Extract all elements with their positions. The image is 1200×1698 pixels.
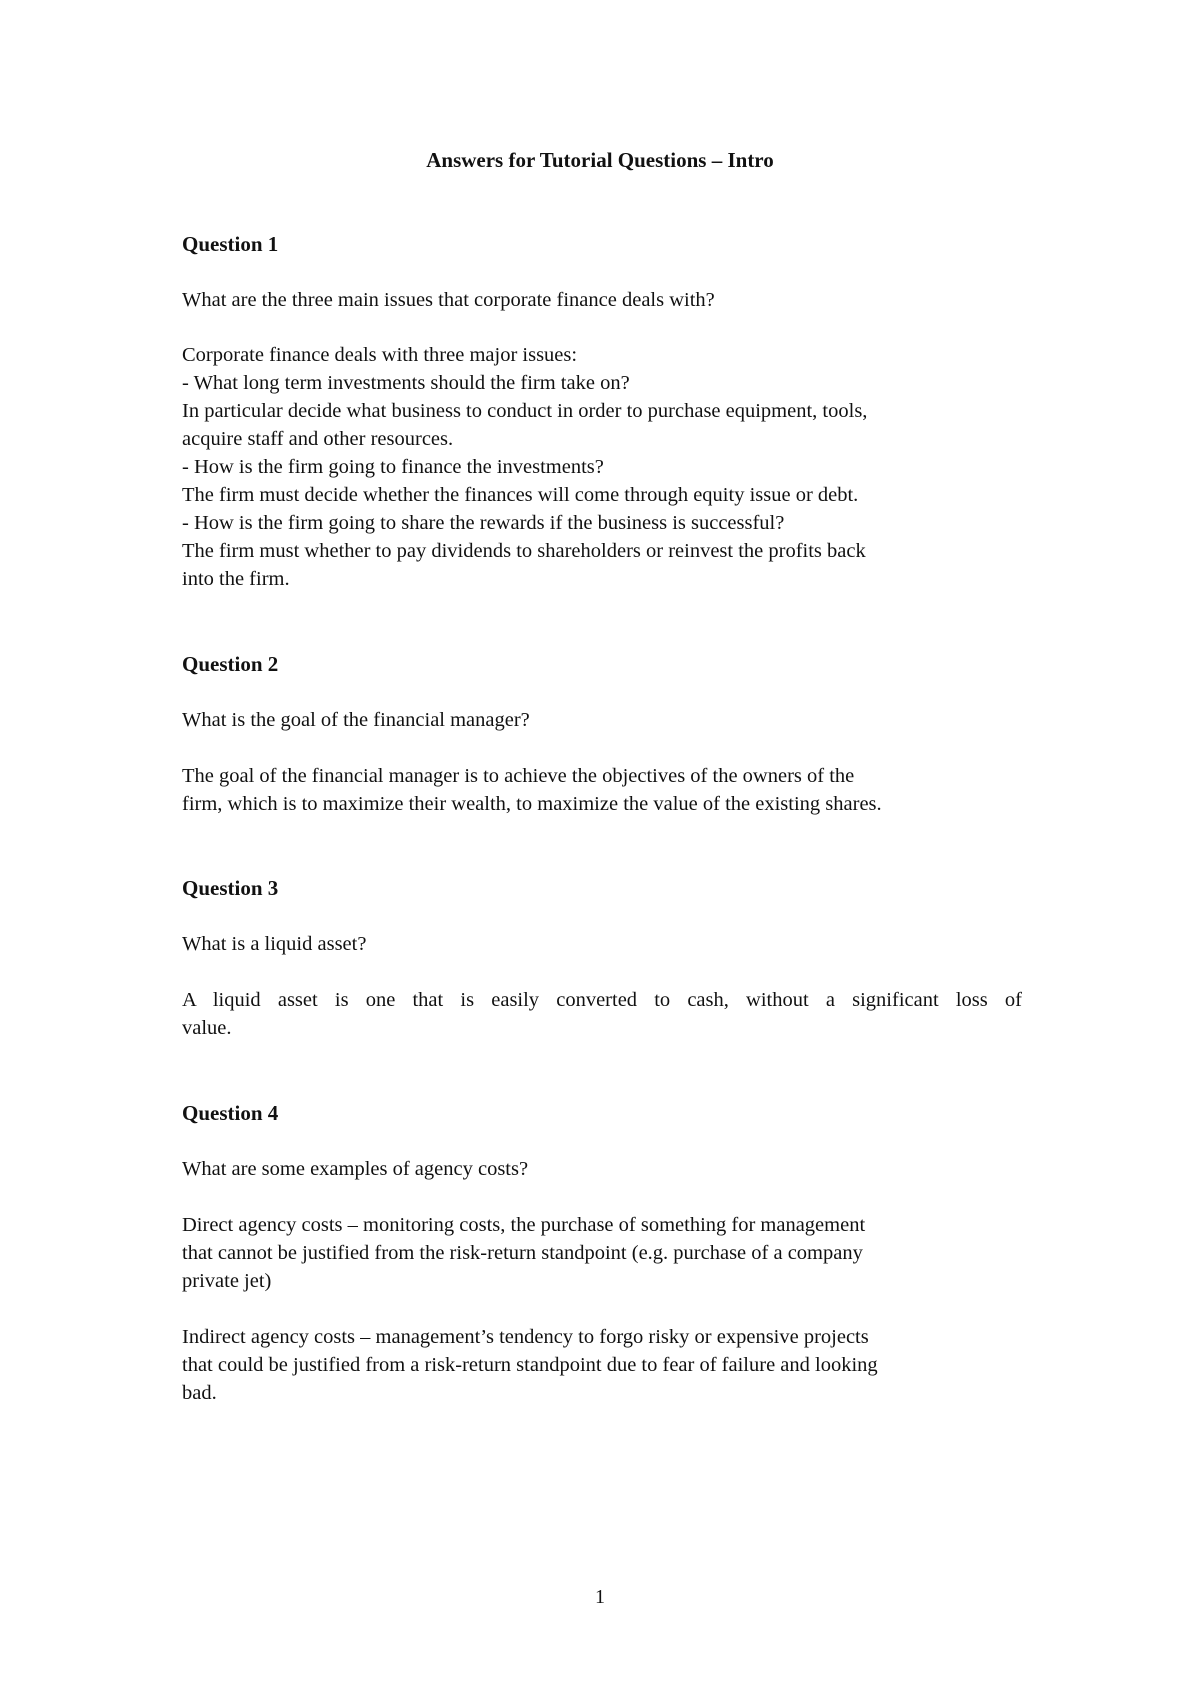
question-1-heading: Question 1 [182, 232, 279, 256]
indirect-agency-costs-line: bad. [182, 1382, 217, 1404]
question-1-answer-line: Corporate finance deals with three major issues: [182, 344, 578, 366]
question-2-answer-line: The goal of the financial manager is to achieve the objectives of the owners of the [182, 765, 855, 787]
question-3-answer-line: value. [182, 1017, 232, 1039]
direct-agency-costs-line: that cannot be justified from the risk-return standpoint (e.g. purchase of a company [182, 1242, 863, 1264]
question-1-answer-line: acquire staff and other resources. [182, 428, 454, 450]
indirect-agency-costs-line: Indirect agency costs – management’s tendency to forgo risky or expensive projects [182, 1326, 869, 1348]
question-1-answer-line: - How is the firm going to finance the investments? [182, 456, 604, 478]
question-3-text: What is a liquid asset? [182, 933, 367, 955]
question-1-answer-line: into the firm. [182, 568, 290, 590]
question-1-answer-line: The firm must whether to pay dividends to shareholders or reinvest the profits back [182, 540, 866, 562]
question-1-text: What are the three main issues that corporate finance deals with? [182, 289, 715, 311]
question-2-heading: Question 2 [182, 652, 279, 676]
direct-agency-costs-line: private jet) [182, 1270, 272, 1292]
question-3-heading: Question 3 [182, 876, 279, 900]
page-number: 1 [595, 1586, 605, 1608]
question-4-text: What are some examples of agency costs? [182, 1158, 529, 1180]
question-2-text: What is the goal of the financial manager? [182, 709, 530, 731]
question-3-answer-line: A liquid asset is one that is easily converted to cash, without a significant loss of [182, 989, 1022, 1011]
indirect-agency-costs-line: that could be justified from a risk-return standpoint due to fear of failure and looking [182, 1354, 878, 1376]
document-title: Answers for Tutorial Questions – Intro [426, 148, 774, 172]
question-2-answer-line: firm, which is to maximize their wealth, to maximize the value of the existing shares. [182, 793, 882, 815]
question-1-answer-line: In particular decide what business to conduct in order to purchase equipment, tools, [182, 400, 868, 422]
question-1-answer-line: - What long term investments should the firm take on? [182, 372, 630, 394]
question-1-answer-line: - How is the firm going to share the rewards if the business is successful? [182, 512, 785, 534]
question-4-heading: Question 4 [182, 1101, 279, 1125]
direct-agency-costs-line: Direct agency costs – monitoring costs, the purchase of something for management [182, 1214, 866, 1236]
question-1-answer-line: The firm must decide whether the finances will come through equity issue or debt. [182, 484, 859, 506]
